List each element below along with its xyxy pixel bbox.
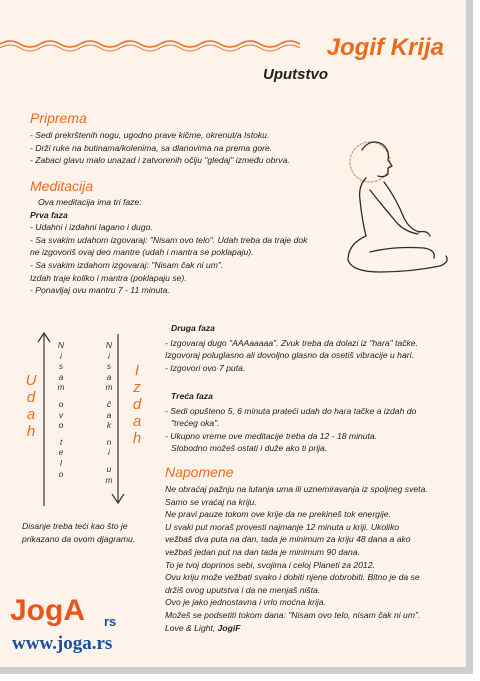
napomene-line: vežbaš jedan put na dan tada je minimum 90 dana. — [165, 546, 360, 557]
napomene-line: U svaki put moraš provesti najmanje 12 minuta u kriji. Ukoliko — [165, 521, 400, 532]
joga-logo-rs: rs — [104, 614, 117, 629]
meditating-figure-illustration — [300, 120, 455, 290]
faza1-line: Izdah traje koliko i mantra (poklapaju se). — [30, 272, 187, 283]
section-heading-priprema: Priprema — [30, 110, 87, 126]
priprema-line: - Drži ruke na butinama/kolenima, sa dlanovima na prema gore. — [30, 142, 273, 153]
signature: JogiF — [217, 622, 241, 633]
priprema-text — [30, 129, 290, 167]
napomene-line: To je tvoj doprinos sebi, svojima i celoj Planeti za 2012. — [165, 559, 375, 570]
faza1-line: - Sa svakim udahom izgovaraj: "Nisam ovo telo". Udah treba da traje dok — [30, 234, 308, 245]
napomene-line: vežbaš dva puta na dan, tada je minimum za kriju 48 dana a ako — [165, 534, 411, 545]
faza3-line: - Ukupno vreme ove meditacije treba da 12 - 18 minuta. — [165, 430, 378, 441]
diagram-label-nisam-ovo-telo: N i s a m o v o t e l o — [57, 340, 65, 479]
meditacija-intro: Ova meditacija ima tri faze: — [38, 197, 142, 207]
section-heading-napomene: Napomene — [165, 464, 234, 480]
faza1-line: - Ponavljaj ovu mantru 7 - 11 minuta. — [30, 285, 170, 296]
faza3-line: - Sedi opušteno 5, 6 minuta prateći udah do hara tačke a izdah do — [165, 405, 417, 416]
napomene-line: Ne pravi pauze tokom ove krije da ne prekineš tok energije. — [165, 509, 391, 520]
faza2-line: - Izgovaraj dugo "AAAaaaaa". Zvuk treba da dolazi iz "hara" tačke. — [165, 337, 418, 348]
section-heading-meditacija: Meditacija — [30, 178, 94, 194]
page-title: Jogif Krija — [326, 34, 444, 61]
meditacija-intro-block — [30, 196, 307, 297]
napomene-signoff: Love & Light, JogiF — [165, 622, 241, 633]
website-url[interactable]: www.joga.rs — [12, 633, 113, 654]
faza3-title: Treća faza — [171, 391, 213, 401]
faza3-line: "trećeg oka". — [171, 418, 220, 429]
napomene-line: Ovo je jako jednostavna i vrlo moćna krija. — [165, 597, 326, 608]
napomene-line: Možeš se podsetiti tokom dana: "Nisam ovo telo, nisam čak ni um". — [165, 609, 421, 620]
faza2-line: - Izgovori ovo 7 puta. — [165, 362, 246, 373]
napomene-line: Ne obraćaj pažnju na lutanja uma ili uznemiravanja iz spoljneg sveta. — [165, 484, 428, 494]
faza3-block — [165, 390, 416, 455]
priprema-line: - Sedi prekrštenih nogu, ugodno prave kičme, okrenut/a Istoku. — [30, 130, 270, 140]
diagram-label-izdah: I z d a h — [132, 362, 142, 447]
diagram-label-udah: U d a h — [25, 372, 37, 440]
diagram-caption: Disanje treba teći kao što je prikazano da ovom djagramu. — [22, 521, 136, 544]
decorative-wave-line — [0, 36, 300, 52]
faza2-line: Izgovoraj poluglasno ali dovoljno glasno da osetiš vibracije u hari. — [165, 350, 414, 361]
page-subtitle: Uputstvo — [263, 66, 328, 83]
faza1-line: - Udahni i izdahni lagano i dugo. — [30, 222, 153, 233]
faza2-block — [165, 322, 418, 374]
faza1-line: - Sa svakim izdahom izgovaraj: "Nisam čak ni um". — [30, 259, 224, 270]
napomene-line: Ovu kriju može vežbati svako i dobiti njene dobrobiti. Bitno je da se — [165, 572, 420, 583]
napomene-text — [165, 483, 428, 634]
diagram-label-nisam-cak-ni-um: N i s a m č a k n i u m — [105, 340, 113, 485]
faza1-title: Prva faza — [30, 209, 68, 220]
breathing-diagram-arrows — [30, 330, 130, 510]
napomene-line: držiš ovog uputstva i da ne menjaš ništa. — [165, 584, 321, 595]
napomene-line: Samo se vraćaj na kriju. — [165, 496, 257, 507]
faza3-line: Slobodno možeš ostati i duže ako ti prija. — [171, 443, 328, 454]
priprema-line: - Zabaci glavu malo unazad i zatvorenih očiju "gledaj" između obrva. — [30, 155, 290, 166]
faza2-title: Druga faza — [171, 323, 215, 333]
joga-logo: JogA — [10, 594, 85, 627]
faza1-line: ne izgovoriš ovaj deo mantre (udah i mantra se poklapaju). — [30, 247, 254, 258]
